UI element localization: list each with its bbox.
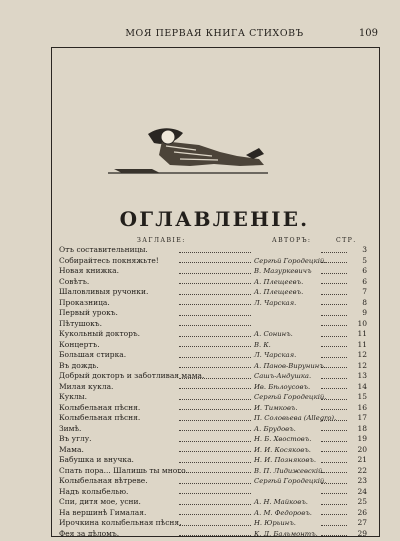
toc-entry — [59, 424, 367, 435]
entry-title: Колыбельная вѣтреве. — [59, 476, 148, 486]
entry-author: Сергѣй Городецкій. — [254, 477, 327, 486]
toc-entry — [59, 340, 367, 351]
toc-entry — [59, 382, 367, 393]
entry-title: Въ дождь. — [59, 360, 99, 370]
toc-entry — [59, 413, 367, 424]
leader-dots — [179, 336, 251, 337]
leader-dots — [321, 294, 347, 295]
entry-title: Куклы. — [59, 392, 88, 402]
entry-page: 12 — [357, 360, 367, 370]
entry-title: Собирайтесь покняжьте! — [59, 255, 159, 265]
leader-dots — [321, 514, 347, 515]
entry-page: 12 — [357, 350, 367, 360]
entry-title: Шаловливыя ручонки. — [59, 287, 149, 297]
leader-dots — [179, 304, 251, 305]
leader-dots — [179, 430, 251, 431]
entry-page: 8 — [362, 297, 367, 307]
entry-title: Первый урокъ. — [59, 308, 118, 318]
leader-dots — [179, 514, 251, 515]
entry-page: 6 — [362, 276, 367, 286]
entry-author: А. Плещеевъ. — [254, 277, 304, 286]
toc-entry — [59, 298, 367, 309]
toc-entry — [59, 371, 367, 382]
entry-page: 11 — [357, 329, 367, 339]
entry-title: Совѣтъ. — [59, 276, 90, 286]
toc-entry — [59, 508, 367, 519]
entry-page: 21 — [357, 455, 367, 465]
entry-title: Спи, дитя мое, усни. — [59, 497, 141, 507]
leader-dots — [179, 325, 251, 326]
entry-page: 9 — [362, 308, 367, 318]
leader-dots — [179, 315, 251, 316]
entry-author: Л. Чарская. — [254, 298, 297, 307]
entry-title: Добрый докторъ и заботливая мама. — [59, 371, 205, 381]
leader-dots — [321, 535, 347, 536]
entry-title: Концертъ. — [59, 339, 100, 349]
running-head: МОЯ ПЕРВАЯ КНИГА СТИХОВЪ — [125, 28, 304, 39]
entry-author: А. Сонинъ. — [254, 330, 293, 339]
leader-dots — [179, 367, 251, 368]
reading-boy-illustration — [104, 112, 270, 180]
entry-title: Проказница. — [59, 297, 110, 307]
leader-dots — [179, 273, 251, 274]
leader-dots — [321, 252, 347, 253]
entry-author: В. П. Лидижевскій. — [254, 466, 325, 475]
leader-dots — [179, 535, 251, 536]
leader-dots — [321, 283, 347, 284]
leader-dots — [321, 336, 347, 337]
leader-dots — [321, 388, 347, 389]
page-number: 109 — [358, 28, 378, 39]
leader-dots — [321, 504, 347, 505]
toc-entry — [59, 487, 367, 498]
leader-dots — [321, 325, 347, 326]
entry-page: 20 — [357, 444, 367, 454]
leader-dots — [321, 493, 347, 494]
entry-title: Новая книжка. — [59, 266, 119, 276]
entry-page: 18 — [357, 423, 367, 433]
toc-entry — [59, 445, 367, 456]
leader-dots — [179, 483, 251, 484]
toc-entry — [59, 455, 367, 466]
entry-page: 25 — [357, 497, 367, 507]
entry-title: Мама. — [59, 444, 84, 454]
entry-title: Колыбельная пѣсня. — [59, 402, 141, 412]
entry-author: Сашъ-Андушка. — [254, 372, 312, 381]
entry-page: 26 — [357, 507, 367, 517]
toc-entry — [59, 329, 367, 340]
entry-author: В. К. — [254, 340, 271, 349]
entry-author: Л. Чарская. — [254, 351, 297, 360]
entry-title: Пѣтушокъ. — [59, 318, 102, 328]
leader-dots — [179, 409, 251, 410]
entry-page: 24 — [357, 486, 367, 496]
entry-author: И. Тимковъ. — [254, 403, 298, 412]
toc-entry — [59, 392, 367, 403]
entry-author: А. Плещеевъ. — [254, 288, 304, 297]
entry-page: 7 — [362, 287, 367, 297]
leader-dots — [179, 493, 251, 494]
toc-title: ОГЛАВЛЕНІЕ. — [119, 207, 310, 231]
entry-title: Кукольный докторъ. — [59, 329, 141, 339]
entry-title: Зимѣ. — [59, 423, 82, 433]
entry-author: Ив. Бѣлоусовъ. — [254, 382, 311, 391]
toc-entry — [59, 256, 367, 267]
leader-dots — [321, 273, 347, 274]
entry-author: Н. И. Позняковъ. — [254, 456, 316, 465]
entry-page: 16 — [357, 402, 367, 412]
entry-page: 3 — [362, 245, 367, 254]
entry-page: 15 — [357, 392, 367, 402]
leader-dots — [179, 388, 251, 389]
entry-author: Н. Б. Хвостовъ. — [254, 435, 312, 444]
entry-author: Н. Юрьинъ. — [254, 519, 296, 528]
entry-author: А. Панов-Вирунинъ. — [254, 361, 326, 370]
toc-entry — [59, 476, 367, 487]
leader-dots — [179, 472, 251, 473]
entry-title: Колыбельная пѣсня. — [59, 413, 141, 423]
entry-author: К. Д. Бальмонтъ. — [254, 529, 318, 538]
leader-dots — [179, 525, 251, 526]
leader-dots — [321, 315, 347, 316]
toc-entry — [59, 497, 367, 508]
leader-dots — [179, 462, 251, 463]
toc-entry — [59, 245, 367, 256]
entry-title: Отъ составительницы. — [59, 245, 148, 254]
leader-dots — [179, 283, 251, 284]
toc-entry — [59, 308, 367, 319]
leader-dots — [321, 304, 347, 305]
toc-entry — [59, 434, 367, 445]
entry-page: 29 — [357, 528, 367, 538]
entry-author: И. И. Косяковъ. — [254, 445, 311, 454]
entry-page: 19 — [357, 434, 367, 444]
toc-entry — [59, 287, 367, 298]
entry-title: Фея за дѣломъ. — [59, 528, 120, 538]
toc-entry — [59, 266, 367, 277]
toc-entry — [59, 277, 367, 288]
entry-title: Ирочкина колыбельная пѣсня. — [59, 518, 182, 528]
leader-dots — [321, 451, 347, 452]
leader-dots — [321, 357, 347, 358]
entry-title: Въ углу. — [59, 434, 92, 444]
entry-author: В. Мазуркевичъ — [254, 267, 312, 276]
entry-title: Милая кукла. — [59, 381, 114, 391]
entry-author: А. Н. Майковъ. — [254, 498, 308, 507]
leader-dots — [179, 420, 251, 421]
entry-title: Большая стирка. — [59, 350, 127, 360]
leader-dots — [321, 462, 347, 463]
entry-page: 22 — [357, 465, 367, 475]
leader-dots — [179, 399, 251, 400]
toc-entry — [59, 466, 367, 477]
entry-page: 13 — [357, 371, 367, 381]
entry-page: 17 — [357, 413, 367, 423]
entry-title: Бабушка и внучка. — [59, 455, 134, 465]
entry-author: А. Брудовъ. — [254, 424, 296, 433]
entry-page: 27 — [357, 518, 367, 528]
entry-author: А. М. Федоровъ. — [254, 508, 312, 517]
toc-entry — [59, 403, 367, 414]
toc-entry — [59, 518, 367, 529]
leader-dots — [321, 525, 347, 526]
leader-dots — [179, 262, 251, 263]
toc-entry — [59, 350, 367, 361]
entry-title: Спать пора... Шалишь ты много. — [59, 465, 189, 475]
entry-title: Надъ колыбелью. — [59, 486, 129, 496]
toc-entry — [59, 529, 367, 540]
leader-dots — [179, 294, 251, 295]
entry-page: 23 — [357, 476, 367, 486]
leader-dots — [321, 430, 347, 431]
entry-author: Сергѣй Городецкій. — [254, 256, 327, 265]
column-header-page: СТР. — [336, 237, 357, 244]
leader-dots — [179, 504, 251, 505]
entry-author: Сергѣй Городецкій. — [254, 393, 327, 402]
entry-page: 6 — [362, 266, 367, 276]
leader-dots — [321, 441, 347, 442]
leader-dots — [179, 346, 251, 347]
entry-page: 14 — [357, 381, 367, 391]
leader-dots — [179, 441, 251, 442]
column-header-title: ЗАГЛАВІЕ: — [137, 237, 186, 244]
entry-title: На вершинѣ Гималая. — [59, 507, 147, 517]
toc-entries — [59, 245, 367, 539]
toc-entry — [59, 361, 367, 372]
column-header-author: АВТОРЪ: — [272, 237, 312, 244]
entry-page: 11 — [357, 339, 367, 349]
leader-dots — [321, 409, 347, 410]
leader-dots — [179, 451, 251, 452]
leader-dots — [321, 346, 347, 347]
entry-page: 10 — [357, 318, 367, 328]
entry-author: П. Соловьева (Allegro). — [254, 414, 337, 423]
leader-dots — [179, 252, 251, 253]
leader-dots — [321, 378, 347, 379]
leader-dots — [179, 357, 251, 358]
entry-page: 5 — [362, 255, 367, 265]
toc-entry — [59, 319, 367, 330]
